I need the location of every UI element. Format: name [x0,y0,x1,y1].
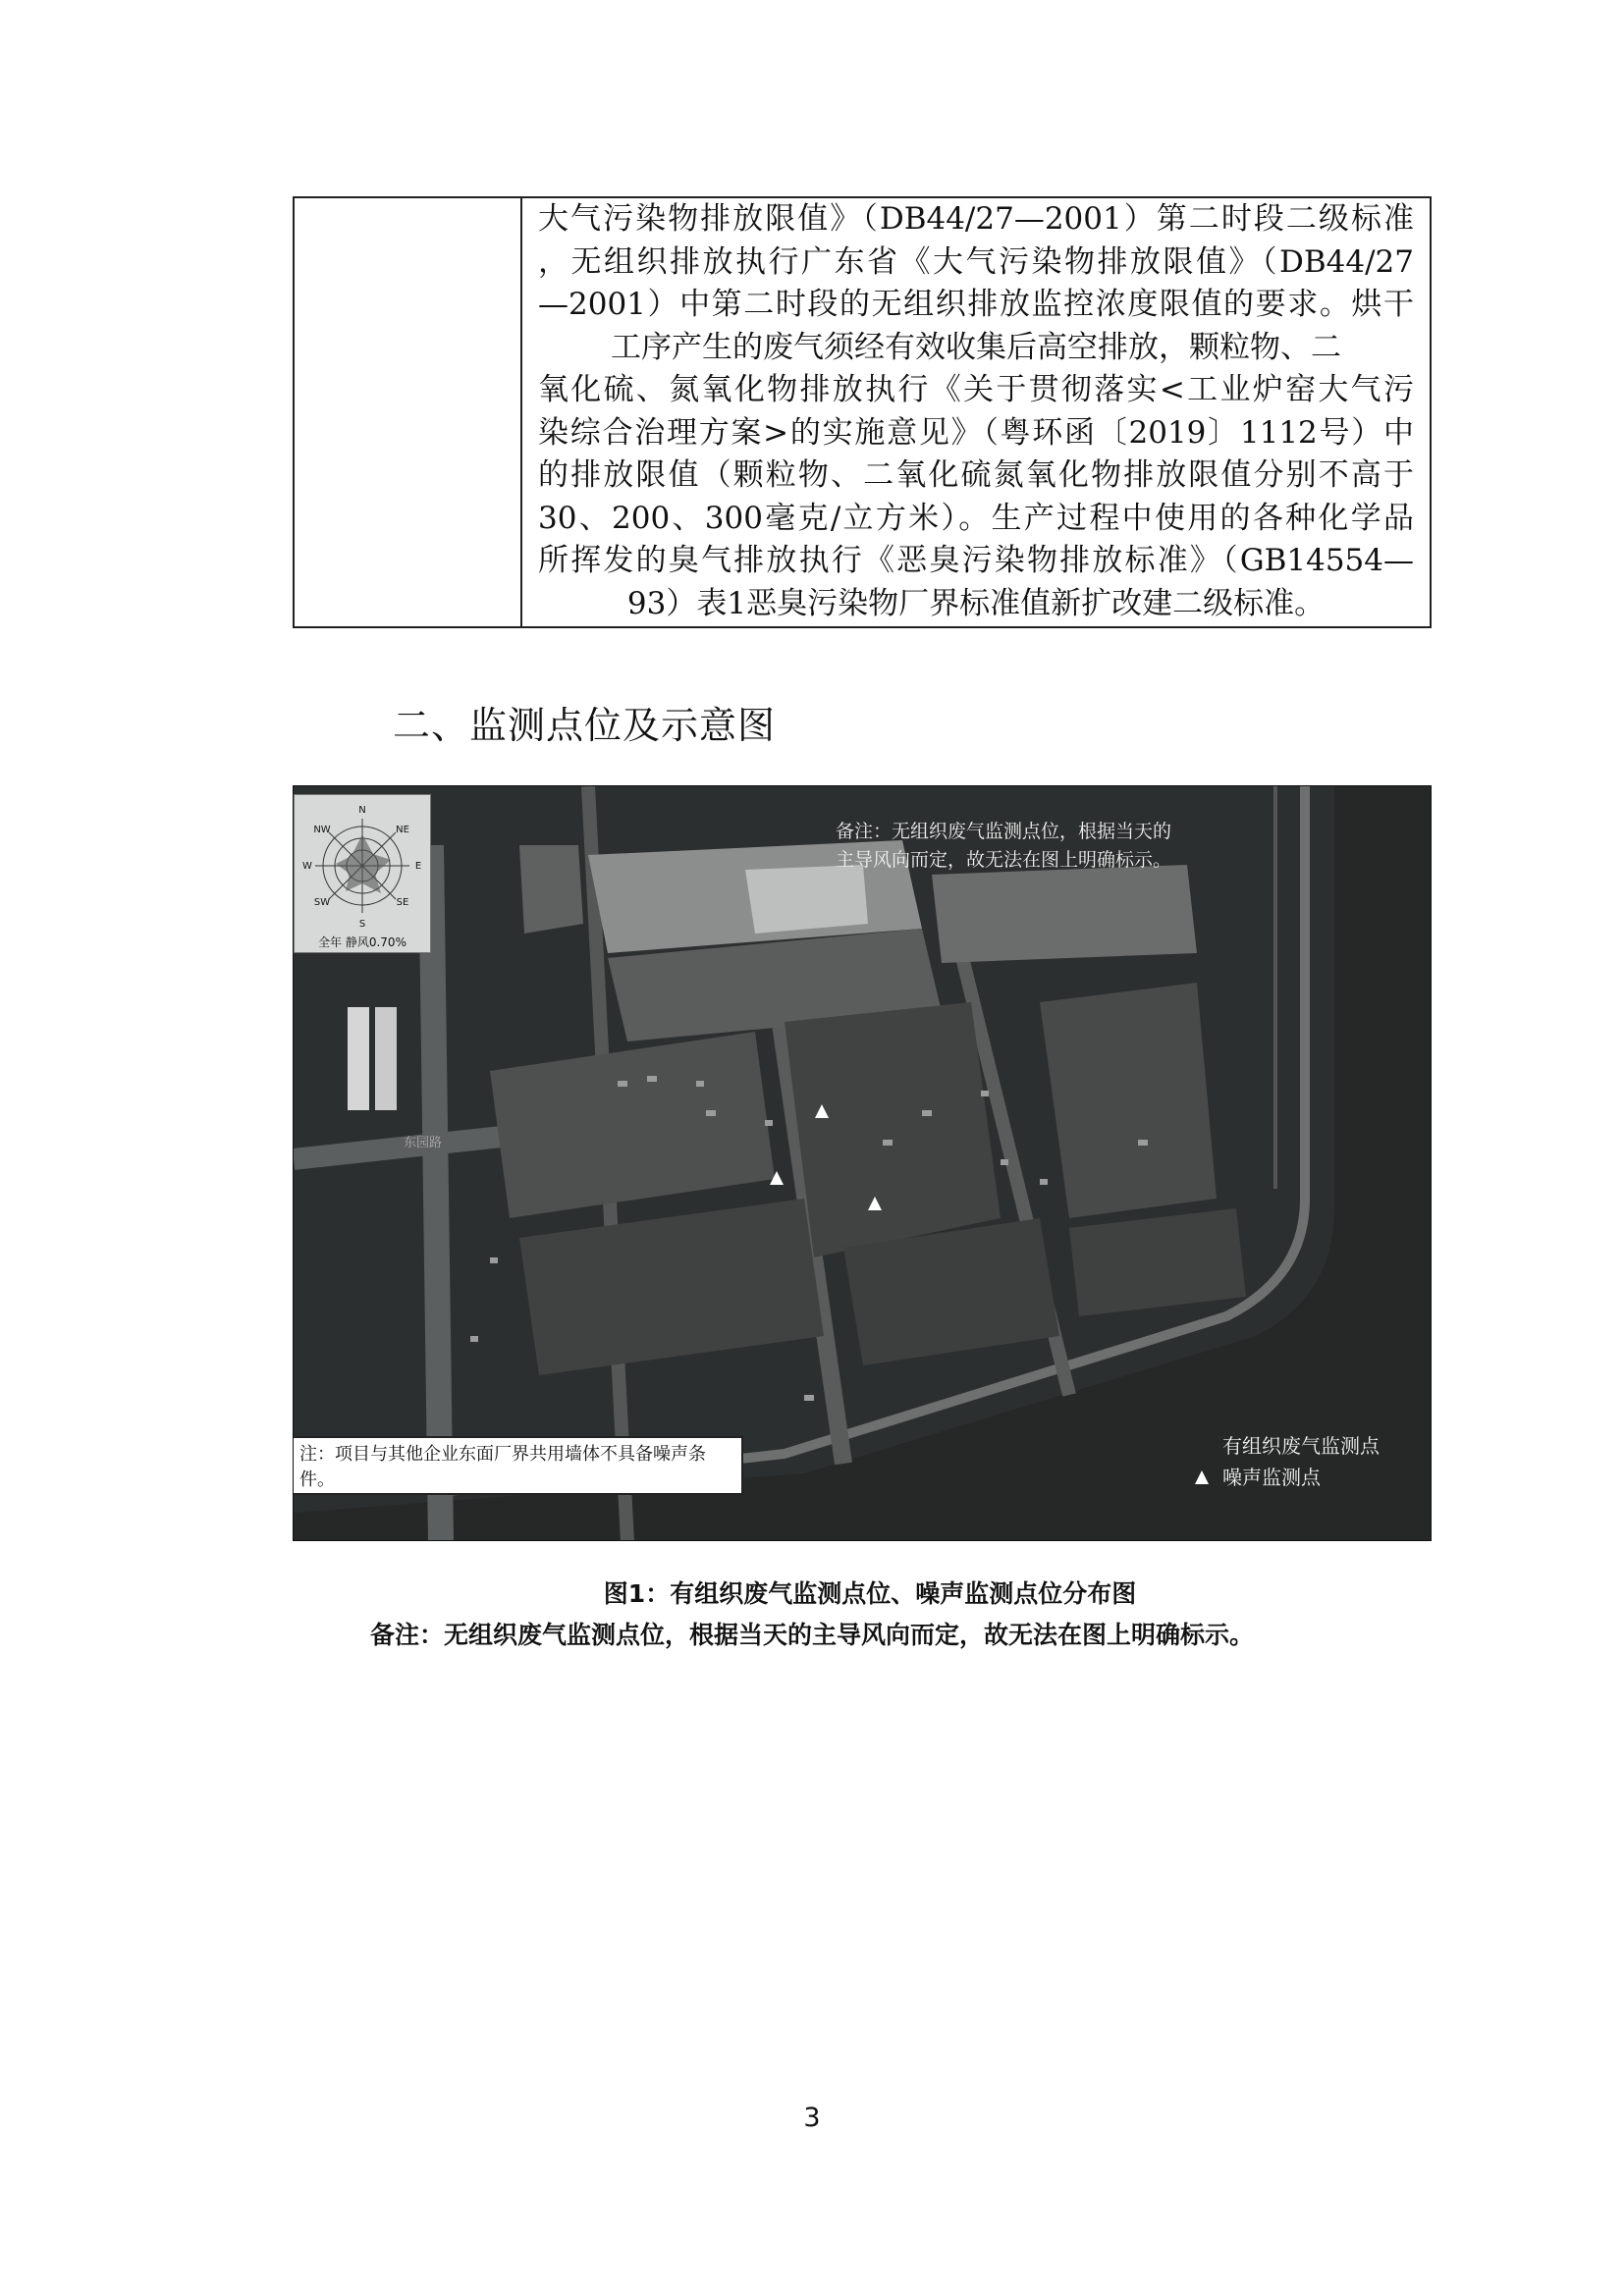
wind-rose-caption: 全年 静风0.70% [318,935,406,949]
monitoring-map [293,785,1432,1541]
standards-line: 93）表1恶臭污染物厂界标准值新扩改建二级标准。 [626,585,1326,621]
wind-rose [294,794,431,953]
standards-line: 30、200、300毫克/立方米）。生产过程中使用的各种化学品 [538,500,1414,536]
section-heading: 二、监测点位及示意图 [393,704,777,747]
standards-line: ，无组织排放执行广东省《大气污染物排放限值》（DB44/27 [538,243,1414,280]
satellite-image [294,786,1432,1541]
wind-dir-ne: NE [396,825,409,835]
legend-row-noise [1195,1462,1380,1493]
wind-dir-se: SE [396,897,409,908]
standards-line: 氧化硫、氮氧化物排放执行《关于贯彻落实<工业炉窑大气污 [538,372,1414,407]
figure-remark: 备注：无组织废气监测点位，根据当天的主导风向而定，故无法在图上明确标示。 [369,1621,1254,1649]
standards-line: 所挥发的臭气排放执行《恶臭污染物排放标准》（GB14554— [538,543,1414,578]
legend-label-noise: 噪声监测点 [1222,1466,1321,1489]
standards-line: 工序产生的废气须经有效收集后高空排放，颗粒物、二 [611,329,1341,365]
legend-label-organized-gas: 有组织废气监测点 [1222,1434,1380,1458]
wind-rose-icon [295,795,430,933]
standards-table [293,196,1432,628]
map-note-bottom: 注：项目与其他企业东面厂界共用墙体不具备噪声条件。 [293,1436,743,1495]
wind-dir-n: N [358,805,366,816]
road-label: 东园路 [404,1136,443,1150]
figure-caption [0,1575,1624,1651]
standards-line: 染综合治理方案>的实施意见》（粤环函〔2019〕1112号）中 [538,414,1414,451]
wind-dir-e: E [414,861,422,872]
wind-dir-sw: SW [313,897,331,908]
table-left-cell [295,198,522,626]
triangle-marker-icon [1195,1470,1209,1484]
map-note-top: 备注：无组织废气监测点位，根据当天的主导风向而定，故无法在图上明确标示。 [836,821,1172,871]
figure-title: 图1：有组织废气监测点位、噪声监测点位分布图 [603,1579,1137,1608]
standards-line: —2001）中第二时段的无组织排放监控浓度限值的要求。烘干 [538,287,1414,322]
map-legend [1195,1430,1380,1493]
wind-dir-s: S [358,919,366,930]
standards-line: 的排放限值（颗粒物、二氧化硫氮氧化物排放限值分别不高于 [538,457,1414,493]
standards-line: 大气污染物排放限值》（DB44/27—2001）第二时段二级标准 [538,201,1414,237]
page-number: 3 [803,2103,821,2133]
table-standards-cell [522,198,1430,626]
wind-dir-nw: NW [313,825,331,835]
legend-row-organized-gas [1195,1430,1380,1462]
wind-dir-w: W [302,861,312,872]
